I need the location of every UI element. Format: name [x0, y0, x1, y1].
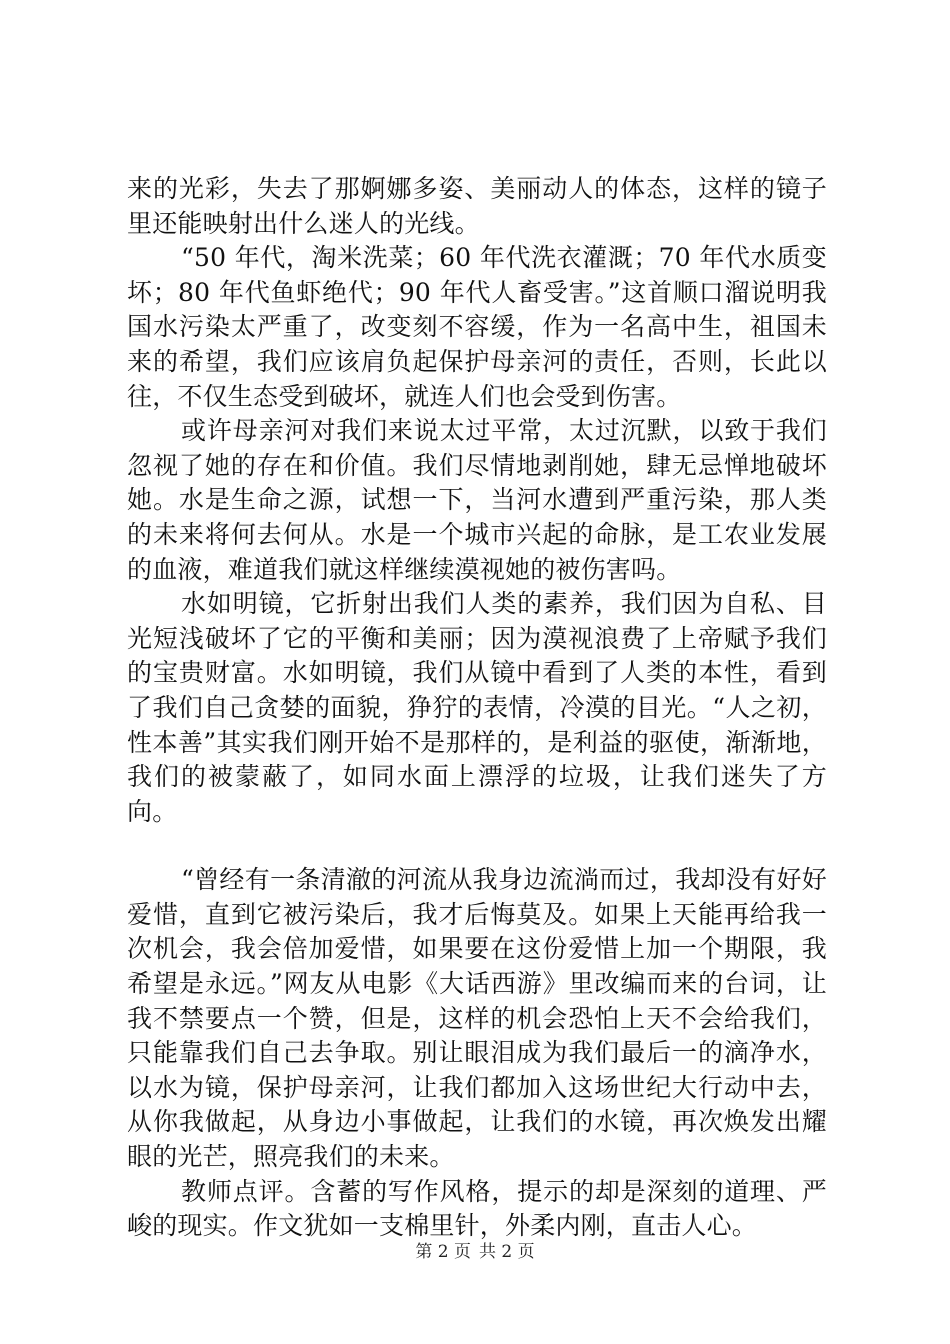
paragraph-mother-river: 或许母亲河对我们来说太过平常，太过沉默，以致于我们忽视了她的存在和价值。我们尽情地剥削她，肆无忌惮地破坏她。水是生命之源，试想一下，当河水遭到严重污染，那人类的未来将何去何从。水是一个城市兴起的命脉，是工农业发展的血液，难道我们就这样继续漠视她的被伤害吗。 [127, 416, 827, 584]
paragraph-teacher-comment: 教师点评。含蓄的写作风格，提示的却是深刻的道理、严峻的现实。作文犹如一支棉里针，外柔内刚，直击人心。 [127, 1176, 827, 1241]
paragraph-continuation: 来的光彩，失去了那婀娜多姿、美丽动人的体态，这样的镜子里还能映射出什么迷人的光线。 [127, 174, 827, 238]
article-body [127, 172, 827, 1244]
page-footer [0, 1241, 950, 1263]
paragraph-water-mirror: 水如明镜，它折射出我们人类的素养，我们因为自私、目光短浅破坏了它的平衡和美丽；因为漠视浪费了上帝赋予我们的宝贵财富。水如明镜，我们从镜中看到了人类的本性，看到了我们自己贪婪的面貌，狰狞的表情，冷漠的目光。“人之初，性本善”其实我们刚开始不是那样的，是利益的驱使，渐渐地，我们的被蒙蔽了，如同水面上漂浮的垃圾，让我们迷失了方向。 [127, 589, 827, 826]
page-total: 共 2 页 [479, 1242, 535, 1262]
paragraph-pollution-rhyme: “50 年代，淘米洗菜；60 年代洗衣灌溉；70 年代水质变坏；80 年代鱼虾绝代；90 年代人畜受害。”这首顺口溜说明我国水污染太严重了，改变刻不容缓，作为一名高中生，祖国未来的希望，我们应该肩负起保护母亲河的责任，否则，长此以往，不仅生态受到破坏，就连人们也会受到伤害。 [127, 243, 827, 411]
page-number: 第 2 页 [415, 1242, 471, 1262]
paragraph-movie-quote: “曾经有一条清澈的河流从我身边流淌而过，我却没有好好爱惜，直到它被污染后，我才后悔莫及。如果上天能再给我一次机会，我会倍加爱惜，如果要在这份爱惜上加一个期限，我希望是永远。”网友从电影《大话西游》里改编而来的台词，让我不禁要点一个赞，但是，这样的机会恐怕上天不会给我们，只能靠我们自己去争取。别让眼泪成为我们最后一的滴净水，以水为镜，保护母亲河，让我们都加入这场世纪大行动中去，从你我做起，从身边小事做起，让我们的水镜，再次焕发出耀眼的光芒，照亮我们的未来。 [127, 865, 827, 1172]
